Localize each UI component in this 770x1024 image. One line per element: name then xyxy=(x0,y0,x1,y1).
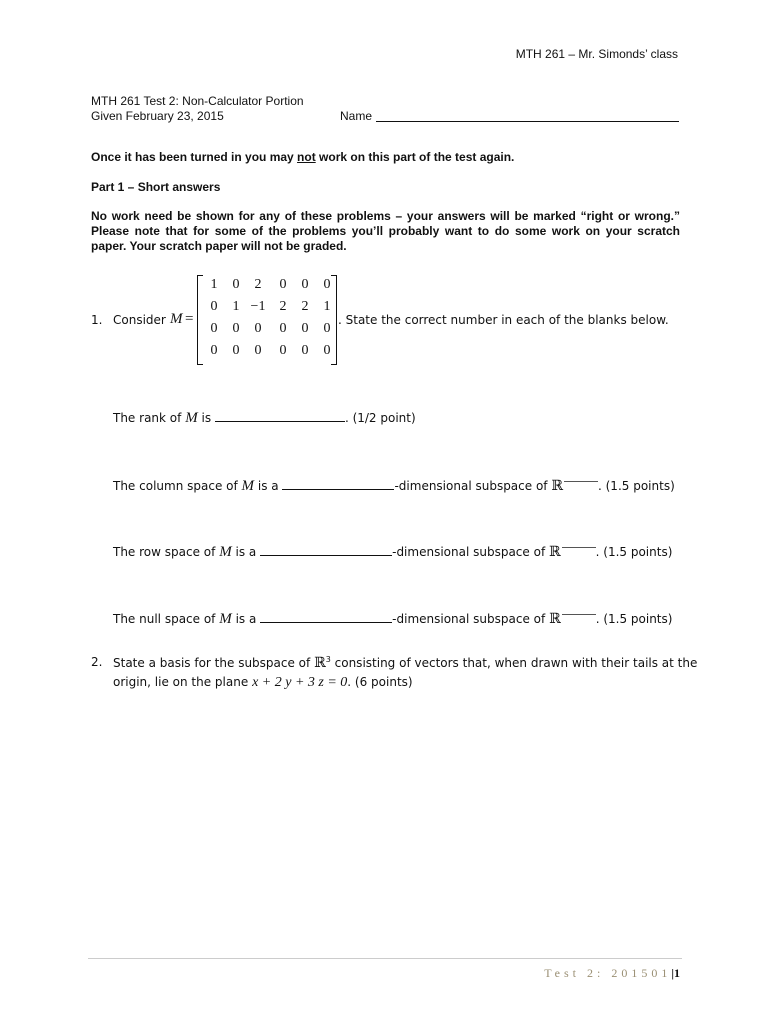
matrix-cell: 0 xyxy=(254,321,262,336)
column-dim-blank[interactable] xyxy=(282,478,394,490)
row-exponent-blank[interactable] xyxy=(562,547,596,548)
matrix-cell: 0 xyxy=(232,321,240,336)
q1-equals: = xyxy=(185,311,194,327)
matrix-cell: 1 xyxy=(210,277,218,292)
footer-rule xyxy=(88,958,682,959)
matrix-cell: 0 xyxy=(210,299,218,314)
q1-instruction: . State the correct number in each of the blanks below. xyxy=(338,313,669,327)
q2-number: 2. xyxy=(91,655,103,669)
part1-instructions: No work need be shown for any of these problems – your answers will be marked “right or wrong.” Please note that for some of the problems you’ll probably want to do some work on your scratch paper. Your scratch paper will not be graded. xyxy=(91,209,680,253)
q2-line2: origin, lie on the plane x + 2 y + 3 z = 0. (6 points) xyxy=(113,675,413,690)
page-footer: Test 2: 201501|1 xyxy=(544,966,680,980)
name-label: Name xyxy=(340,109,373,123)
matrix-cell: 0 xyxy=(301,343,309,358)
course-header: MTH 261 – Mr. Simonds’ class xyxy=(515,47,678,61)
matrix-cell: 1 xyxy=(232,299,240,314)
matrix-cell: 0 xyxy=(301,277,309,292)
name-field[interactable] xyxy=(376,121,679,122)
null-space-line: The null space of M is a -dimensional subspace of ℝ . (1.5 points) xyxy=(113,611,673,627)
page-number: 1 xyxy=(674,966,680,980)
matrix-cell: 0 xyxy=(279,277,287,292)
matrix-cell: 0 xyxy=(323,321,331,336)
matrix-cell: 0 xyxy=(323,343,331,358)
column-exponent-blank[interactable] xyxy=(564,481,598,482)
notice-emphasis: not xyxy=(297,150,316,164)
column-space-line: The column space of M is a -dimensional subspace of ℝ . (1.5 points) xyxy=(113,478,675,494)
matrix-cell: 0 xyxy=(323,277,331,292)
null-exponent-blank[interactable] xyxy=(562,614,596,615)
matrix-cell: 2 xyxy=(301,299,309,314)
q2-line1: State a basis for the subspace of ℝ$^3$ consisting of vectors that, when drawn with their tails at the xyxy=(113,655,698,671)
matrix-cell: 0 xyxy=(210,321,218,336)
matrix-cell: 0 xyxy=(232,277,240,292)
row-dim-blank[interactable] xyxy=(260,544,392,556)
matrix-cell: 0 xyxy=(210,343,218,358)
test-date: Given February 23, 2015 xyxy=(91,109,224,123)
rank-line: The rank of M is . (1/2 point) xyxy=(113,410,416,426)
matrix-m xyxy=(197,275,337,365)
matrix-cell: 0 xyxy=(279,321,287,336)
matrix-cell: 2 xyxy=(279,299,287,314)
matrix-cell: 2 xyxy=(254,277,262,292)
test-title: MTH 261 Test 2: Non-Calculator Portion xyxy=(91,94,304,108)
matrix-cell: 0 xyxy=(279,343,287,358)
q1-consider: Consider xyxy=(113,313,166,327)
matrix-cell: 0 xyxy=(254,343,262,358)
rank-answer-blank[interactable] xyxy=(215,410,345,422)
null-dim-blank[interactable] xyxy=(260,611,392,623)
matrix-cell: 0 xyxy=(301,321,309,336)
row-space-line: The row space of M is a -dimensional subspace of ℝ . (1.5 points) xyxy=(113,544,673,560)
q1-number: 1. xyxy=(91,313,103,327)
part1-heading: Part 1 – Short answers xyxy=(91,180,221,194)
matrix-cell: 0 xyxy=(232,343,240,358)
plane-equation: x + 2 y + 3 z = 0 xyxy=(252,675,348,690)
matrix-cell: 1 xyxy=(323,299,331,314)
turn-in-notice: Once it has been turned in you may not work on this part of the test again. xyxy=(91,150,515,164)
q1-matrix-var: M xyxy=(170,311,183,327)
matrix-cell: −1 xyxy=(250,299,266,314)
